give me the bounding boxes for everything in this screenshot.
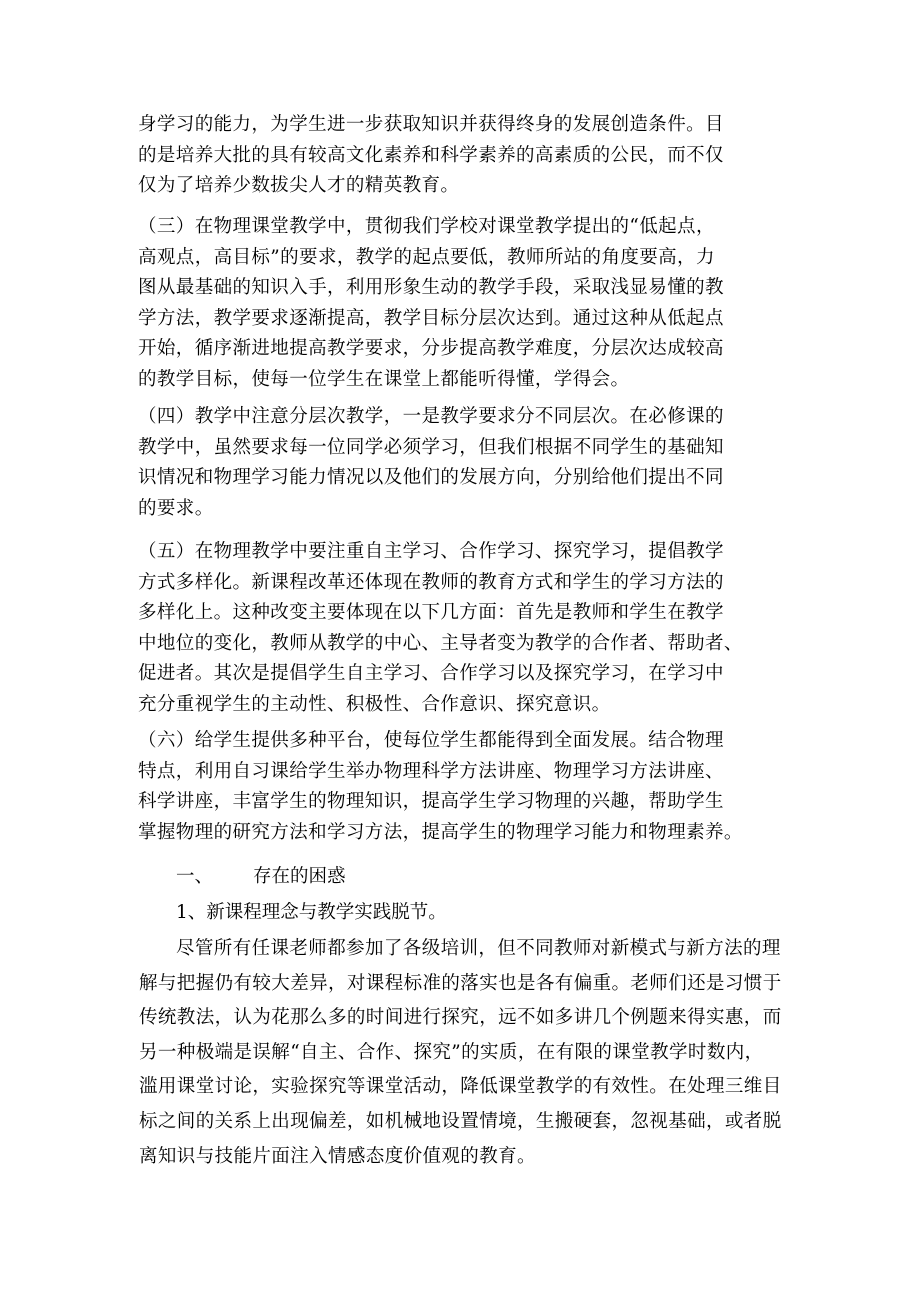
section-number: 一、: [176, 866, 214, 887]
text-line: 中地位的变化，教师从教学的中心、主导者变为教学的合作者、帮助者、: [138, 632, 743, 654]
text-line: （三）在物理课堂教学中，贯彻我们学校对课堂教学提出的“低起点，: [138, 216, 715, 237]
text-line: 滥用课堂讨论，实验探究等课堂活动，降低课堂教学的有效性。在处理三维目: [139, 1076, 782, 1098]
paragraph-six: [138, 726, 798, 848]
text-line: （六）给学生提供多种平台，使每位学生都能得到全面发展。结合物理: [138, 730, 724, 751]
paragraph-three: [138, 212, 798, 395]
text-line: 方式多样化。新课程改革还体现在教师的教育方式和学生的学习方法的: [138, 571, 724, 593]
text-line: 科学讲座，丰富学生的物理知识，提高学生学习物理的兴趣，帮助学生: [138, 791, 724, 812]
subheading: 1、新课程理念与教学实践脱节。: [176, 902, 447, 923]
text-line: 的教学目标，使每一位学生在课堂上都能听得懂，学得会。: [138, 368, 630, 390]
text-line: 开始，循序渐进地提高教学要求，分步提高教学难度，分层次达成较高: [138, 338, 724, 359]
paragraph-four: [138, 402, 798, 524]
text-line: 标之间的关系上出现偏差，如机械地设置情境，生搬硬套，忽视基础，或者脱: [139, 1110, 782, 1132]
text-line: 另一种极端是误解“自主、合作、探究”的实质，在有限的课堂教学时数内，: [139, 1041, 764, 1063]
text-line: 多样化上。这种改变主要体现在以下几方面：首先是教师和学生在教学: [138, 602, 724, 623]
paragraph-five: [138, 537, 798, 720]
body-paragraph: [139, 932, 799, 1174]
text-line: （四）教学中注意分层次教学，一是教学要求分不同层次。在必修课的: [138, 406, 724, 427]
text-line: 解与把握仍有较大差异，对课程标准的落实也是各有偏重。老师们还是习惯于: [139, 972, 782, 994]
text-line: 仅为了培养少数拔尖人才的精英教育。: [138, 175, 460, 196]
text-line: 教学中，虽然要求每一位同学必须学习，但我们根据不同学生的基础知: [138, 436, 724, 458]
section-title: 存在的困惑: [253, 866, 346, 887]
text-line: （五）在物理教学中要注重自主学习、合作学习、探究学习，提倡教学: [138, 541, 724, 562]
text-line: 尽管所有任课老师都参加了各级培训，但不同教师对新模式与新方法的理: [176, 938, 781, 959]
text-line: 图从最基础的知识入手，利用形象生动的教学手段，采取浅显易懂的教: [138, 277, 724, 298]
text-line: 充分重视学生的主动性、积极性、合作意识、探究意识。: [138, 693, 611, 715]
text-line: 掌握物理的研究方法和学习方法，提高学生的物理学习能力和物理素养。: [138, 821, 743, 843]
text-line: 特点，利用自习课给学生举办物理科学方法讲座、物理学习方法讲座、: [138, 760, 724, 782]
text-line: 身学习的能力，为学生进一步获取知识并获得终身的发展创造条件。目: [138, 114, 724, 135]
text-line: 的要求。: [138, 497, 214, 519]
text-line: 促进者。其次是提倡学生自主学习、合作学习以及探究学习，在学习中: [138, 663, 724, 684]
paragraph-intro: [138, 110, 798, 202]
text-line: 传统教法，认为花那么多的时间进行探究，远不如多讲几个例题来得实惠，而: [139, 1007, 782, 1029]
text-line: 离知识与技能片面注入情感态度价值观的教育。: [139, 1145, 536, 1167]
text-line: 识情况和物理学习能力情况以及他们的发展方向，分别给他们提出不同: [138, 467, 724, 488]
text-line: 的是培养大批的具有较高文化素养和科学素养的高素质的公民，而不仅: [138, 144, 724, 166]
text-line: 高观点，高目标”的要求，教学的起点要低，教师所站的角度要高，力: [138, 246, 715, 268]
text-line: 学方法，教学要求逐渐提高，教学目标分层次达到。通过这种从低起点: [138, 307, 724, 329]
